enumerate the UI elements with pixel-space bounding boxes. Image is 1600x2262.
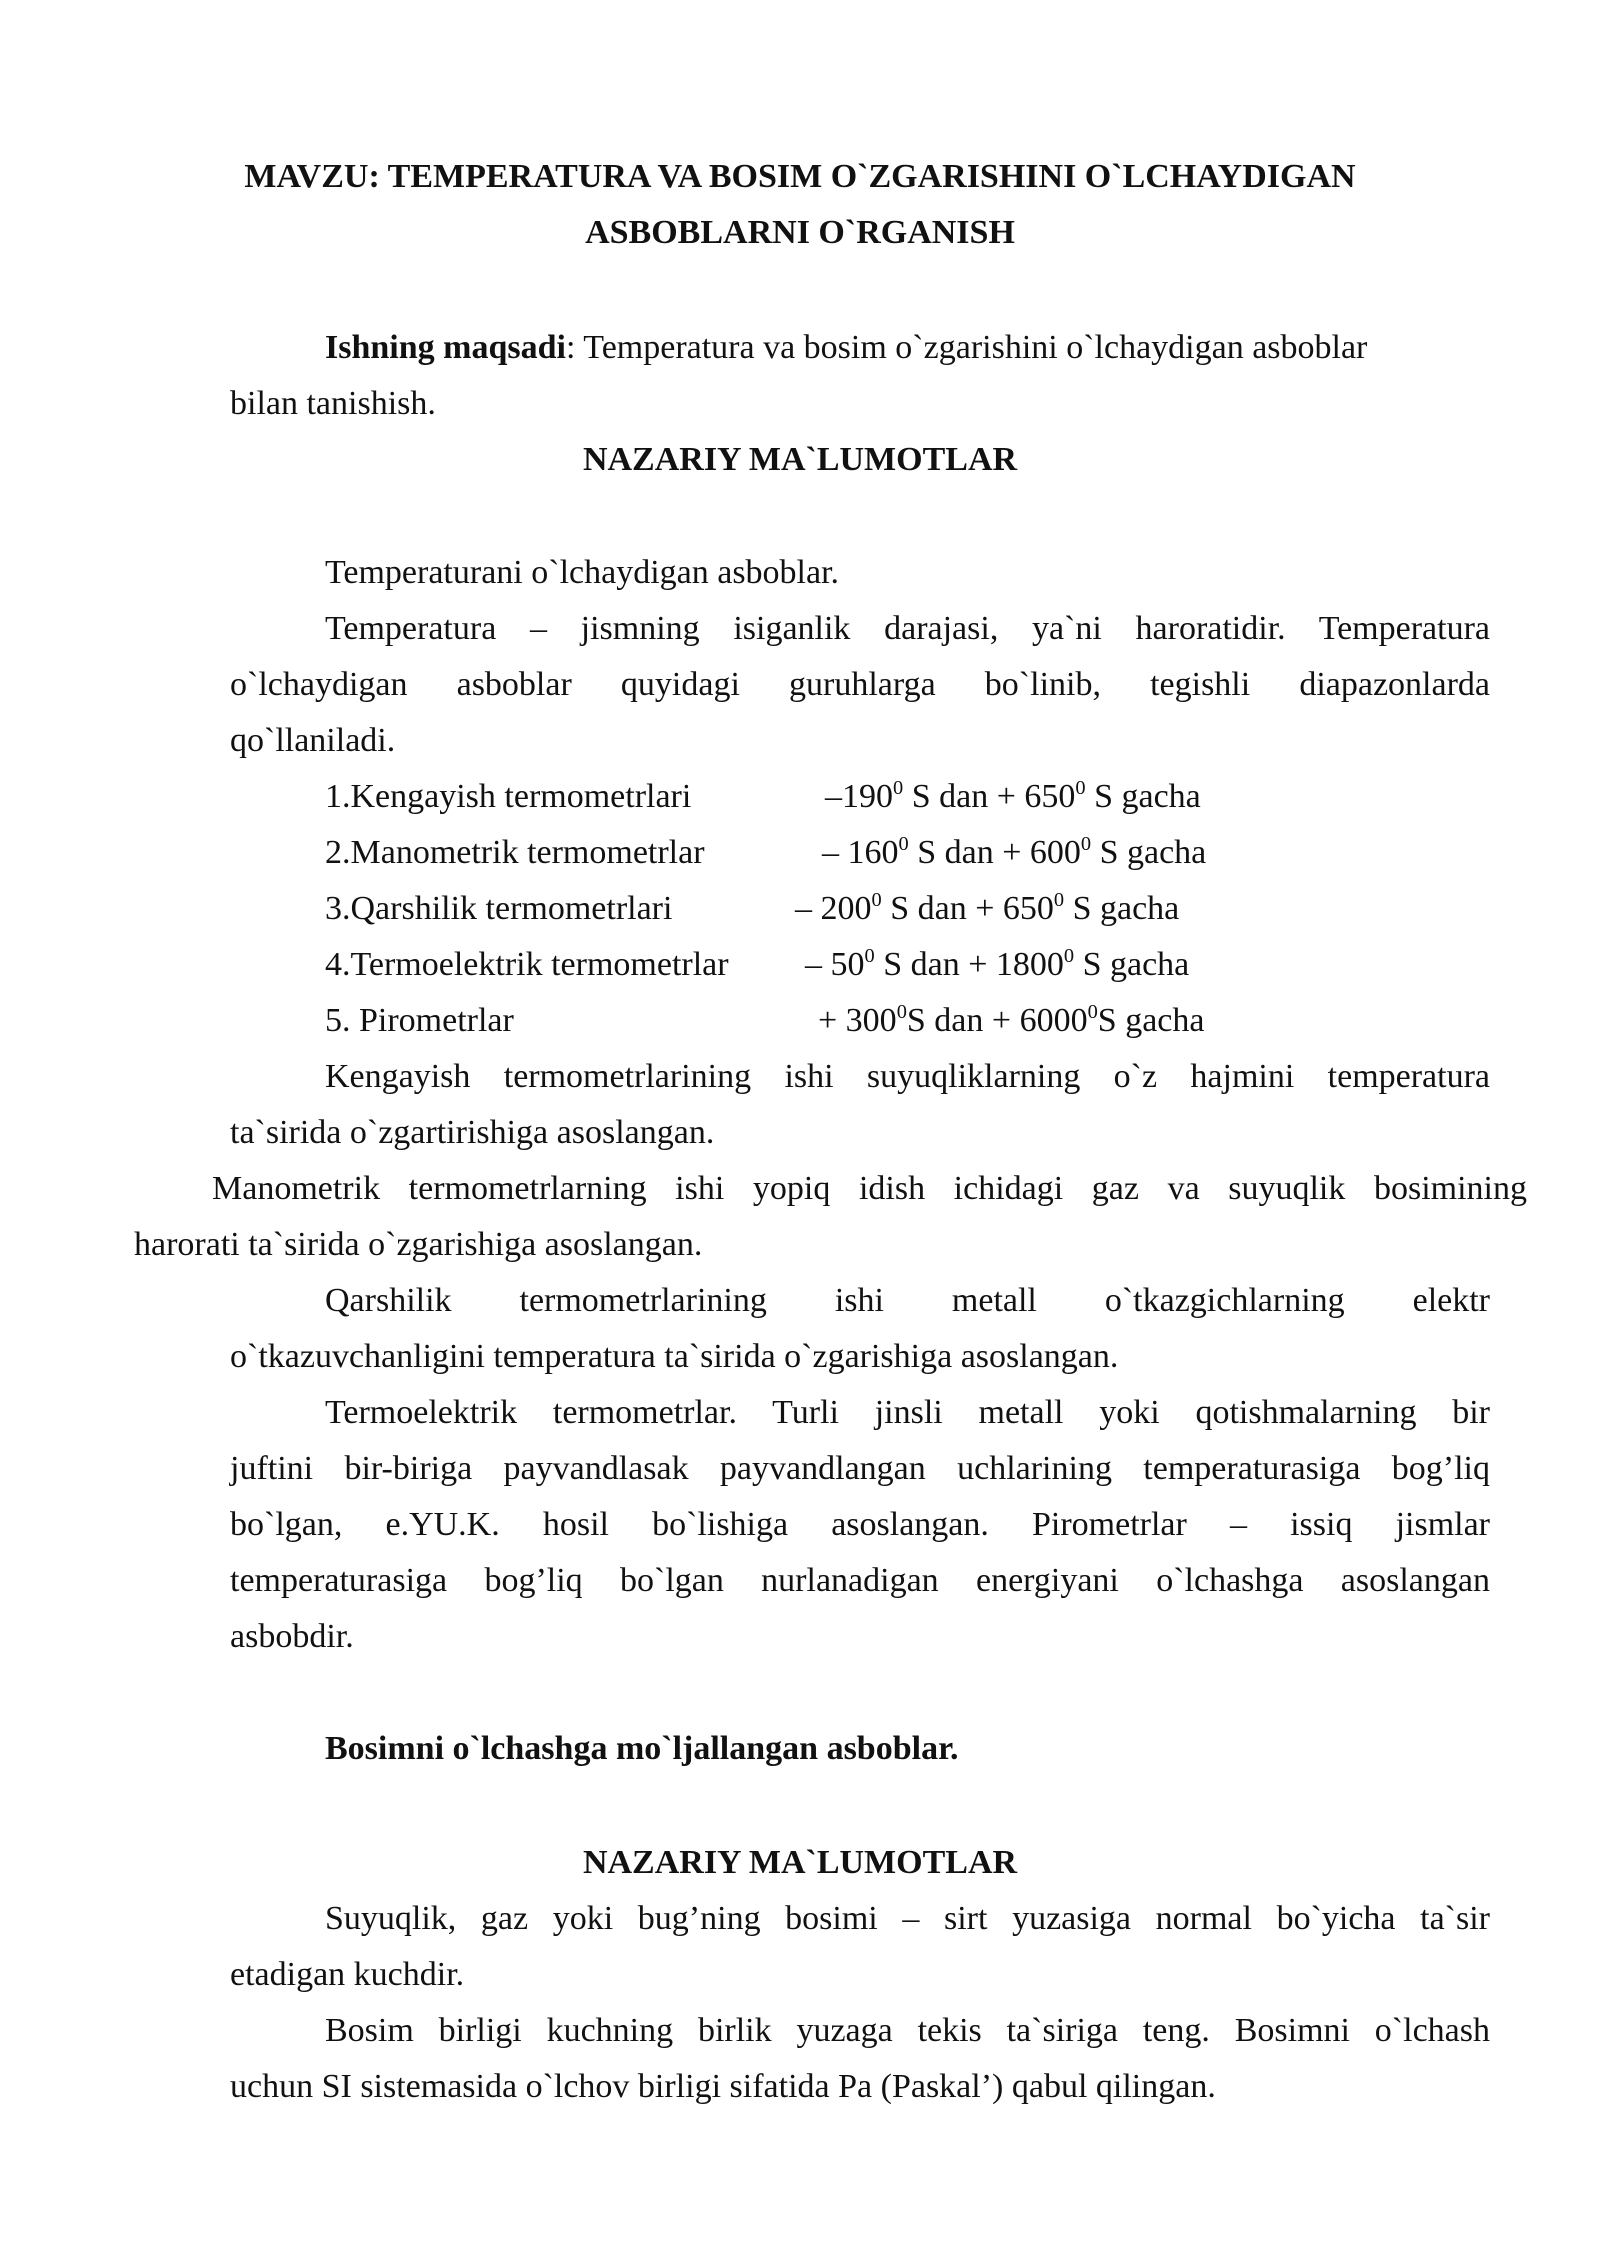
purpose-continuation: bilan tanishish. xyxy=(230,385,436,422)
definition-line-1: Temperatura – jismning isiganlik darajasi, ya`ni haroratidir. Temperatura xyxy=(325,610,1490,647)
title-line-2: ASBOBLARNI O`RGANISH xyxy=(585,214,1015,251)
title-line-1: MAVZU: TEMPERATURA VA BOSIM O`ZGARISHINI O`LCHAYDIGAN xyxy=(244,158,1356,195)
definition-line-3: qo`llaniladi. xyxy=(230,722,396,759)
list-item-1-name: 1.Kengayish termometrlari xyxy=(325,778,692,815)
list-item-5-range: + $300^0S$ dan + $6000^0S$ gacha xyxy=(818,1000,1205,1039)
list-item-1-range: $-190^0$ S dan + $650^0$ S gacha xyxy=(825,776,1201,815)
list-item-4-range: – $50^0$ S dan + $1800^0$ S gacha xyxy=(805,944,1190,983)
pressure-def-line-1: Suyuqlik, gaz yoki bug’ning bosimi – sirt yuzasiga normal bo`yicha ta`sir xyxy=(325,1900,1490,1937)
list-item-3-name: 3.Qarshilik termometrlari xyxy=(325,890,673,927)
pressure-def-line-2: etadigan kuchdir. xyxy=(230,1956,465,1993)
manometric-line-1: Manometrik termometrlarning ishi yopiq idish ichidagi gaz va suyuqlik bosimining xyxy=(212,1170,1527,1207)
temp-instruments-line: Temperaturani o`lchaydigan asboblar. xyxy=(325,554,840,591)
thermoelectric-line-4: temperaturasiga bog’liq bo`lgan nurlanadigan energiyani o`lchashga asoslangan xyxy=(230,1562,1490,1599)
section-heading-1: NAZARIY MA`LUMOTLAR xyxy=(582,441,1018,478)
pressure-unit-line-2: uchun SI sistemasida o`lchov birligi sifatida Pa (Paskal’) qabul qilingan. xyxy=(230,2068,1216,2105)
thermoelectric-line-3: bo`lgan, e.YU.K. hosil bo`lishiga asoslangan. Pirometrlar – issiq jismlar xyxy=(230,1506,1490,1543)
resistance-line-1: Qarshilik termometrlarining ishi metall o`tkazgichlarning elektr xyxy=(325,1282,1490,1319)
pressure-unit-line-1: Bosim birligi kuchning birlik yuzaga tekis ta`siriga teng. Bosimni o`lchash xyxy=(325,2012,1490,2049)
manometric-line-2: harorati ta`sirida o`zgarishiga asoslangan. xyxy=(134,1226,703,1263)
list-item-3-range: – $200^0$ S dan + $650^0$ S gacha xyxy=(795,888,1180,927)
list-item-5-name: 5. Pirometrlar xyxy=(325,1002,514,1039)
list-item-4-name: 4.Termoelektrik termometrlar xyxy=(325,946,729,983)
expansion-line-1: Kengayish termometrlarining ishi suyuqliklarning o`z hajmini temperatura xyxy=(325,1058,1490,1095)
purpose-paragraph xyxy=(325,331,1367,365)
thermoelectric-line-5: asbobdir. xyxy=(230,1618,354,1655)
expansion-line-2: ta`sirida o`zgartirishiga asoslangan. xyxy=(230,1114,715,1151)
definition-line-2: o`lchaydigan asboblar quyidagi guruhlarga bo`linib, tegishli diapazonlarda xyxy=(230,666,1490,703)
purpose-text: : Temperatura va bosim o`zgarishini o`lchaydigan asboblar xyxy=(565,329,1368,366)
list-item-2-name: 2.Manometrik termometrlar xyxy=(325,834,705,871)
thermoelectric-line-2: juftini bir-biriga payvandlasak payvandlangan uchlarining temperaturasiga bog’liq xyxy=(230,1450,1490,1487)
thermoelectric-line-1: Termoelektrik termometrlar. Turli jinsli metall yoki qotishmalarning bir xyxy=(325,1394,1490,1431)
pressure-subheading: Bosimni o`lchashga mo`ljallangan asboblar. xyxy=(325,1730,959,1767)
list-item-2-range: – $160^0$ S dan + $600^0$ S gacha xyxy=(822,832,1207,871)
resistance-line-2: o`tkazuvchanligini temperatura ta`sirida o`zgarishiga asoslangan. xyxy=(230,1338,1119,1375)
purpose-label: Ishning maqsadi xyxy=(325,329,566,366)
section-heading-2: NAZARIY MA`LUMOTLAR xyxy=(582,1844,1018,1881)
